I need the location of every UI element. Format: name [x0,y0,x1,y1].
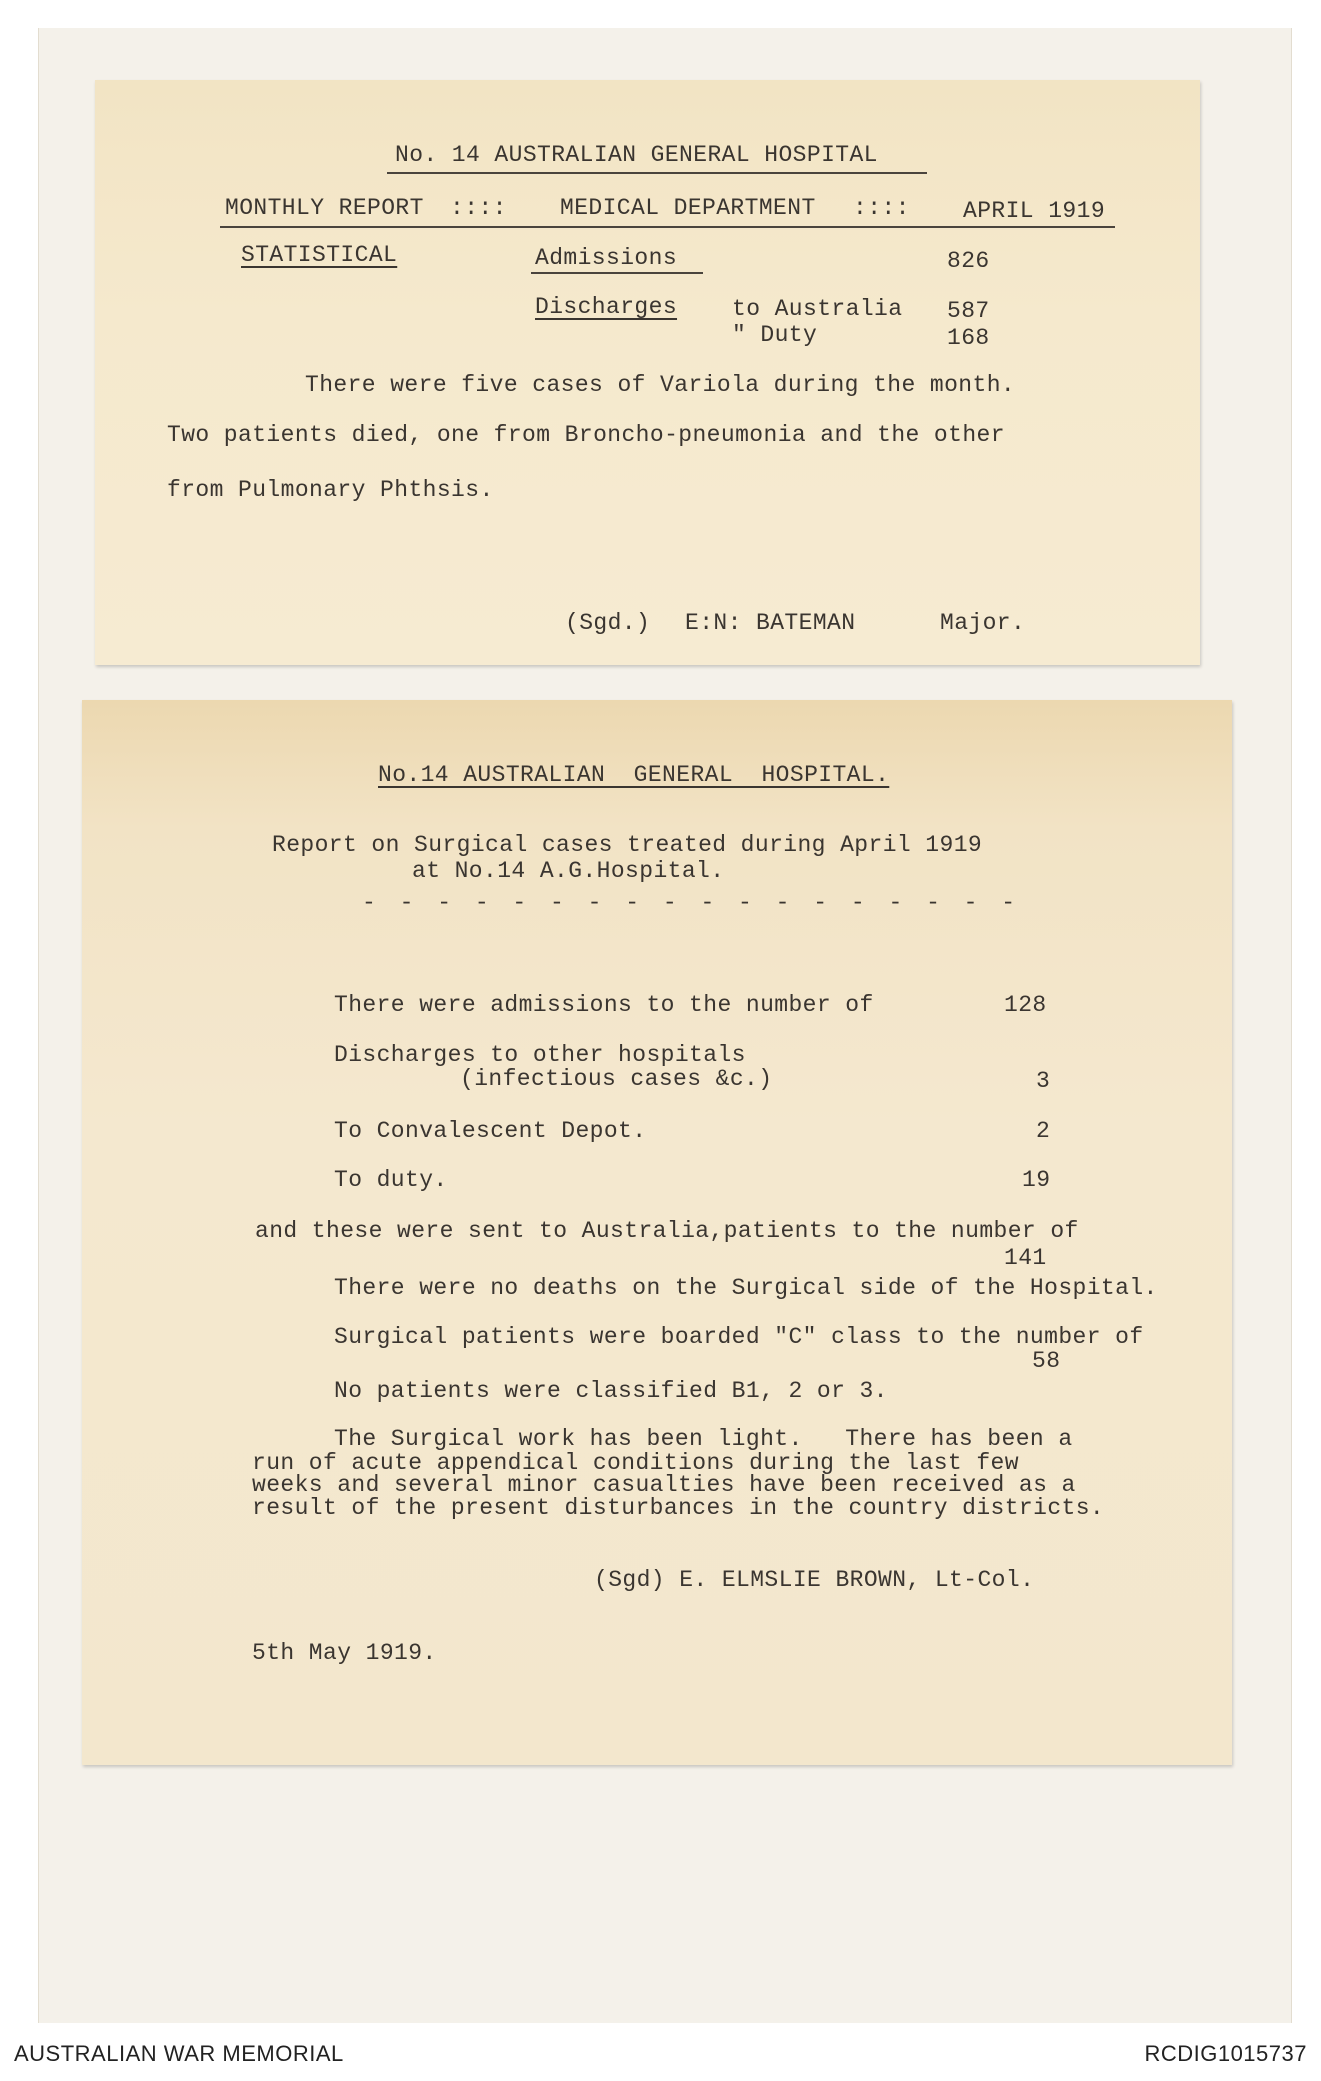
report2-signature: (Sgd) E. ELMSLIE BROWN, Lt-Col. [594,1567,1035,1593]
report1-to-australia-label: to Australia [732,296,903,322]
report2-subtitle-line2: at No.14 A.G.Hospital. [412,858,725,884]
report2-boarded-value: 58 [1032,1348,1061,1374]
medical-report-slip [95,80,1200,665]
footer-institution: AUSTRALIAN WAR MEMORIAL [14,2041,344,2066]
report2-para-line3: weeks and several minor casualties have been received as a [252,1472,1076,1498]
report1-department: MEDICAL DEPARTMENT [560,195,816,221]
report2-classified: No patients were classified B1, 2 or 3. [334,1378,888,1404]
report1-statistical: STATISTICAL [241,242,398,268]
report2-australia-line: and these were sent to Australia,patients to the number of [255,1218,1079,1244]
report2-para-line1: The Surgical work has been light. There has been a [334,1426,1073,1452]
report1-sep1: :::: [450,195,507,221]
report1-sep2: :::: [853,195,910,221]
report1-month: APRIL 1919 [963,198,1106,224]
report1-para-line3: from Pulmonary Phthsis. [167,477,494,503]
report2-hospital-title: No.14 AUSTRALIAN GENERAL HOSPITAL. [378,762,890,788]
report1-para-line1: There were five cases of Variola during the month. [305,372,1016,398]
report2-date: 5th May 1919. [252,1640,437,1666]
report1-signatory: E:N: BATEMAN [685,610,856,636]
report2-row1-label: There were admissions to the number of [334,992,874,1018]
report2-para-line2: run of acute appendical conditions during the last few [252,1450,1019,1476]
surgical-report-slip [82,700,1232,1765]
report2-row3-value: 2 [1036,1118,1051,1144]
report2-row1-value: 128 [1004,992,1047,1018]
report2-row2-label: Discharges to other hospitals [334,1042,746,1068]
report2-row4-label: To duty. [334,1167,448,1193]
report2-row4-value: 19 [1022,1167,1051,1193]
report2-row3-label: To Convalescent Depot. [334,1118,647,1144]
footer-record-id: RCDIG1015737 [1144,2041,1307,2066]
report1-admissions-label: Admissions [535,245,678,271]
report1-monthly-report: MONTHLY REPORT [225,195,424,221]
header-underline [220,226,1115,228]
report1-rank: Major. [940,610,1026,636]
report1-discharges-label: Discharges [535,294,678,320]
dashed-divider: - - - - - - - - - - - - - - - - - - [362,890,1021,916]
report1-sgd: (Sgd.) [565,610,651,636]
report1-duty-label: " Duty [732,322,818,348]
report2-boarded-line: Surgical patients were boarded "C" class to the number of [334,1324,1144,1350]
report2-row2-label2: (infectious cases &c.) [460,1066,773,1092]
admissions-underline [531,272,703,274]
report2-australia-value: 141 [1004,1245,1047,1271]
report2-row2-value: 3 [1036,1068,1051,1094]
report1-hospital-title: No. 14 AUSTRALIAN GENERAL HOSPITAL [395,142,878,168]
report2-no-deaths: There were no deaths on the Surgical side of the Hospital. [334,1275,1158,1301]
report1-admissions-value: 826 [947,248,990,274]
report2-para-line4: result of the present disturbances in the country districts. [252,1495,1105,1521]
report1-duty-value: 168 [947,325,990,351]
title-underline [387,172,927,174]
report1-para-line2: Two patients died, one from Broncho-pneumonia and the other [167,422,1005,448]
report2-subtitle-line1: Report on Surgical cases treated during April 1919 [272,832,983,858]
report1-to-australia-value: 587 [947,298,990,324]
